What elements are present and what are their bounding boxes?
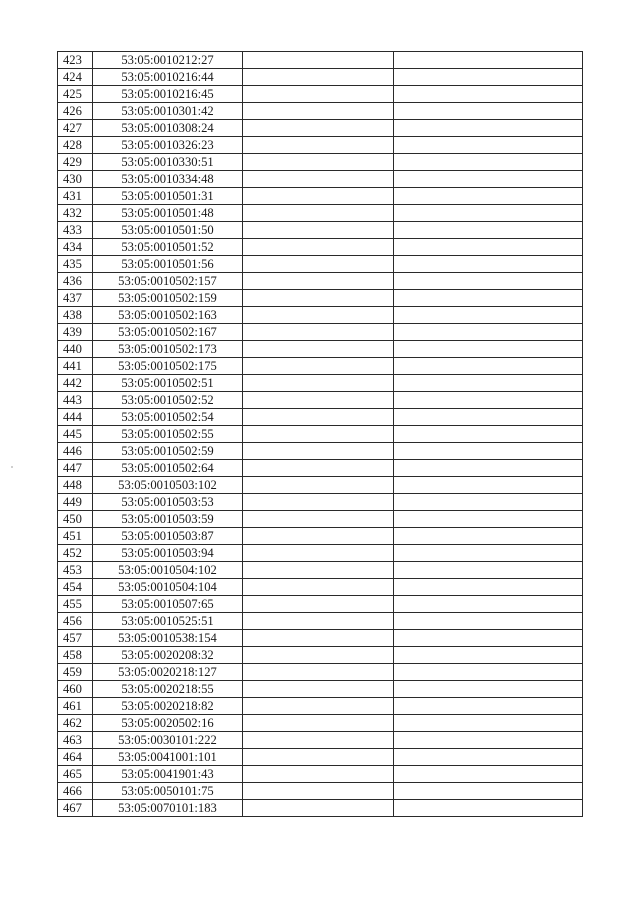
cadastral-number-cell: 53:05:0010502:51	[93, 375, 243, 392]
row-number-cell: 467	[58, 800, 93, 817]
row-number-cell: 445	[58, 426, 93, 443]
empty-cell	[394, 545, 583, 562]
empty-cell	[243, 256, 394, 273]
row-number-cell: 439	[58, 324, 93, 341]
cadastral-number-cell: 53:05:0010502:159	[93, 290, 243, 307]
row-number-cell: 435	[58, 256, 93, 273]
cadastral-number-cell: 53:05:0010504:104	[93, 579, 243, 596]
empty-cell	[394, 341, 583, 358]
cadastral-number-cell: 53:05:0010503:59	[93, 511, 243, 528]
row-number-cell: 457	[58, 630, 93, 647]
empty-cell	[394, 443, 583, 460]
empty-cell	[243, 222, 394, 239]
empty-cell	[394, 749, 583, 766]
empty-cell	[394, 69, 583, 86]
row-number-cell: 429	[58, 154, 93, 171]
row-number-cell: 454	[58, 579, 93, 596]
empty-cell	[243, 52, 394, 69]
table-row	[58, 664, 583, 681]
empty-cell	[243, 528, 394, 545]
empty-cell	[243, 171, 394, 188]
cadastral-number-cell: 53:05:0020218:82	[93, 698, 243, 715]
table-row	[58, 307, 583, 324]
row-number-cell: 449	[58, 494, 93, 511]
table-row	[58, 341, 583, 358]
empty-cell	[394, 222, 583, 239]
table-row	[58, 290, 583, 307]
empty-cell	[243, 69, 394, 86]
empty-cell	[394, 137, 583, 154]
row-number-cell: 460	[58, 681, 93, 698]
table-row	[58, 324, 583, 341]
row-number-cell: 440	[58, 341, 93, 358]
row-number-cell: 426	[58, 103, 93, 120]
cadastral-number-cell: 53:05:0010334:48	[93, 171, 243, 188]
row-number-cell: 465	[58, 766, 93, 783]
cadastral-number-cell: 53:05:0010326:23	[93, 137, 243, 154]
scan-speck	[11, 466, 13, 468]
cadastral-number-cell: 53:05:0010502:64	[93, 460, 243, 477]
empty-cell	[243, 562, 394, 579]
cadastral-number-cell: 53:05:0010502:52	[93, 392, 243, 409]
table-row	[58, 443, 583, 460]
empty-cell	[394, 613, 583, 630]
cadastral-number-cell: 53:05:0041001:101	[93, 749, 243, 766]
table-row	[58, 205, 583, 222]
cadastral-number-cell: 53:05:0020502:16	[93, 715, 243, 732]
table-row	[58, 477, 583, 494]
empty-cell	[243, 579, 394, 596]
empty-cell	[243, 103, 394, 120]
row-number-cell: 452	[58, 545, 93, 562]
empty-cell	[394, 647, 583, 664]
empty-cell	[394, 103, 583, 120]
cadastral-number-cell: 53:05:0010212:27	[93, 52, 243, 69]
cadastral-number-cell: 53:05:0030101:222	[93, 732, 243, 749]
empty-cell	[394, 698, 583, 715]
cadastral-number-cell: 53:05:0010503:94	[93, 545, 243, 562]
empty-cell	[394, 273, 583, 290]
empty-cell	[394, 86, 583, 103]
empty-cell	[243, 358, 394, 375]
table-row	[58, 137, 583, 154]
empty-cell	[243, 596, 394, 613]
row-number-cell: 444	[58, 409, 93, 426]
cadastral-number-cell: 53:05:0010503:53	[93, 494, 243, 511]
empty-cell	[243, 392, 394, 409]
table-row	[58, 392, 583, 409]
empty-cell	[243, 766, 394, 783]
empty-cell	[243, 545, 394, 562]
row-number-cell: 433	[58, 222, 93, 239]
empty-cell	[243, 630, 394, 647]
empty-cell	[394, 732, 583, 749]
table-row	[58, 545, 583, 562]
empty-cell	[243, 681, 394, 698]
cadastral-number-cell: 53:05:0010501:56	[93, 256, 243, 273]
empty-cell	[243, 749, 394, 766]
empty-cell	[243, 800, 394, 817]
row-number-cell: 446	[58, 443, 93, 460]
cadastral-number-cell: 53:05:0020208:32	[93, 647, 243, 664]
table-row	[58, 426, 583, 443]
empty-cell	[243, 307, 394, 324]
table-row	[58, 52, 583, 69]
empty-cell	[243, 664, 394, 681]
row-number-cell: 441	[58, 358, 93, 375]
table-row	[58, 120, 583, 137]
cadastral-number-cell: 53:05:0010502:59	[93, 443, 243, 460]
table-row	[58, 273, 583, 290]
row-number-cell: 466	[58, 783, 93, 800]
table-row	[58, 358, 583, 375]
empty-cell	[394, 681, 583, 698]
row-number-cell: 436	[58, 273, 93, 290]
cadastral-number-cell: 53:05:0010501:48	[93, 205, 243, 222]
table-row	[58, 188, 583, 205]
empty-cell	[394, 562, 583, 579]
empty-cell	[394, 766, 583, 783]
row-number-cell: 451	[58, 528, 93, 545]
table-row	[58, 579, 583, 596]
row-number-cell: 432	[58, 205, 93, 222]
cadastral-number-cell: 53:05:0010503:102	[93, 477, 243, 494]
table-row	[58, 256, 583, 273]
empty-cell	[243, 341, 394, 358]
empty-cell	[243, 324, 394, 341]
cadastral-number-cell: 53:05:0010503:87	[93, 528, 243, 545]
table-row	[58, 409, 583, 426]
empty-cell	[394, 579, 583, 596]
table-row	[58, 375, 583, 392]
empty-cell	[243, 494, 394, 511]
table-row	[58, 596, 583, 613]
empty-cell	[243, 783, 394, 800]
cadastral-number-cell: 53:05:0010507:65	[93, 596, 243, 613]
row-number-cell: 423	[58, 52, 93, 69]
cadastral-number-cell: 53:05:0010216:45	[93, 86, 243, 103]
row-number-cell: 463	[58, 732, 93, 749]
row-number-cell: 437	[58, 290, 93, 307]
empty-cell	[243, 205, 394, 222]
row-number-cell: 464	[58, 749, 93, 766]
cadastral-number-cell: 53:05:0010502:55	[93, 426, 243, 443]
empty-cell	[243, 137, 394, 154]
empty-cell	[394, 460, 583, 477]
cadastral-number-cell: 53:05:0020218:127	[93, 664, 243, 681]
empty-cell	[243, 613, 394, 630]
row-number-cell: 462	[58, 715, 93, 732]
table-row	[58, 647, 583, 664]
cadastral-number-cell: 53:05:0041901:43	[93, 766, 243, 783]
empty-cell	[243, 477, 394, 494]
empty-cell	[394, 528, 583, 545]
row-number-cell: 428	[58, 137, 93, 154]
empty-cell	[394, 324, 583, 341]
empty-cell	[394, 52, 583, 69]
empty-cell	[243, 715, 394, 732]
empty-cell	[243, 273, 394, 290]
table-row	[58, 766, 583, 783]
empty-cell	[243, 426, 394, 443]
table-row	[58, 732, 583, 749]
cadastral-number-cell: 53:05:0010330:51	[93, 154, 243, 171]
row-number-cell: 461	[58, 698, 93, 715]
cadastral-number-cell: 53:05:0050101:75	[93, 783, 243, 800]
row-number-cell: 456	[58, 613, 93, 630]
table-row	[58, 69, 583, 86]
empty-cell	[394, 392, 583, 409]
row-number-cell: 438	[58, 307, 93, 324]
empty-cell	[394, 239, 583, 256]
empty-cell	[394, 783, 583, 800]
empty-cell	[394, 205, 583, 222]
empty-cell	[243, 698, 394, 715]
cadastral-number-cell: 53:05:0010501:31	[93, 188, 243, 205]
empty-cell	[243, 375, 394, 392]
empty-cell	[243, 647, 394, 664]
empty-cell	[394, 256, 583, 273]
empty-cell	[243, 732, 394, 749]
empty-cell	[243, 460, 394, 477]
cadastral-number-cell: 53:05:0010525:51	[93, 613, 243, 630]
row-number-cell: 425	[58, 86, 93, 103]
empty-cell	[394, 477, 583, 494]
empty-cell	[394, 290, 583, 307]
empty-cell	[394, 664, 583, 681]
table-row	[58, 698, 583, 715]
table-row	[58, 783, 583, 800]
cadastral-number-cell: 53:05:0010501:50	[93, 222, 243, 239]
cadastral-number-cell: 53:05:0010301:42	[93, 103, 243, 120]
cadastral-number-cell: 53:05:0010502:167	[93, 324, 243, 341]
table-row	[58, 630, 583, 647]
cadastral-table	[57, 51, 583, 817]
table-row	[58, 511, 583, 528]
table-row	[58, 171, 583, 188]
table-row	[58, 715, 583, 732]
table-row	[58, 613, 583, 630]
cadastral-number-cell: 53:05:0020218:55	[93, 681, 243, 698]
empty-cell	[394, 358, 583, 375]
empty-cell	[243, 511, 394, 528]
row-number-cell: 450	[58, 511, 93, 528]
cadastral-number-cell: 53:05:0010502:163	[93, 307, 243, 324]
empty-cell	[394, 630, 583, 647]
table-row	[58, 562, 583, 579]
empty-cell	[394, 596, 583, 613]
empty-cell	[394, 120, 583, 137]
row-number-cell: 442	[58, 375, 93, 392]
empty-cell	[394, 188, 583, 205]
empty-cell	[243, 86, 394, 103]
empty-cell	[394, 426, 583, 443]
table-row	[58, 528, 583, 545]
empty-cell	[394, 375, 583, 392]
cadastral-number-cell: 53:05:0010501:52	[93, 239, 243, 256]
empty-cell	[394, 154, 583, 171]
table-row	[58, 749, 583, 766]
empty-cell	[243, 409, 394, 426]
row-number-cell: 447	[58, 460, 93, 477]
cadastral-number-cell: 53:05:0070101:183	[93, 800, 243, 817]
row-number-cell: 448	[58, 477, 93, 494]
empty-cell	[243, 120, 394, 137]
table-row	[58, 494, 583, 511]
row-number-cell: 453	[58, 562, 93, 579]
row-number-cell: 458	[58, 647, 93, 664]
table-row	[58, 222, 583, 239]
cadastral-number-cell: 53:05:0010502:175	[93, 358, 243, 375]
cadastral-number-cell: 53:05:0010308:24	[93, 120, 243, 137]
cadastral-number-cell: 53:05:0010502:54	[93, 409, 243, 426]
row-number-cell: 431	[58, 188, 93, 205]
row-number-cell: 434	[58, 239, 93, 256]
table-row	[58, 460, 583, 477]
empty-cell	[243, 188, 394, 205]
cadastral-number-cell: 53:05:0010216:44	[93, 69, 243, 86]
empty-cell	[394, 800, 583, 817]
table-row	[58, 681, 583, 698]
cadastral-number-cell: 53:05:0010502:157	[93, 273, 243, 290]
cadastral-number-cell: 53:05:0010504:102	[93, 562, 243, 579]
table-row	[58, 239, 583, 256]
empty-cell	[394, 494, 583, 511]
empty-cell	[243, 239, 394, 256]
cadastral-table-body	[58, 52, 583, 817]
empty-cell	[243, 154, 394, 171]
empty-cell	[394, 715, 583, 732]
row-number-cell: 443	[58, 392, 93, 409]
table-row	[58, 154, 583, 171]
cadastral-number-cell: 53:05:0010502:173	[93, 341, 243, 358]
row-number-cell: 430	[58, 171, 93, 188]
empty-cell	[243, 290, 394, 307]
empty-cell	[394, 409, 583, 426]
cadastral-number-cell: 53:05:0010538:154	[93, 630, 243, 647]
row-number-cell: 459	[58, 664, 93, 681]
empty-cell	[394, 171, 583, 188]
row-number-cell: 424	[58, 69, 93, 86]
empty-cell	[394, 307, 583, 324]
table-row	[58, 86, 583, 103]
empty-cell	[243, 443, 394, 460]
row-number-cell: 427	[58, 120, 93, 137]
table-row	[58, 103, 583, 120]
empty-cell	[394, 511, 583, 528]
row-number-cell: 455	[58, 596, 93, 613]
table-row	[58, 800, 583, 817]
